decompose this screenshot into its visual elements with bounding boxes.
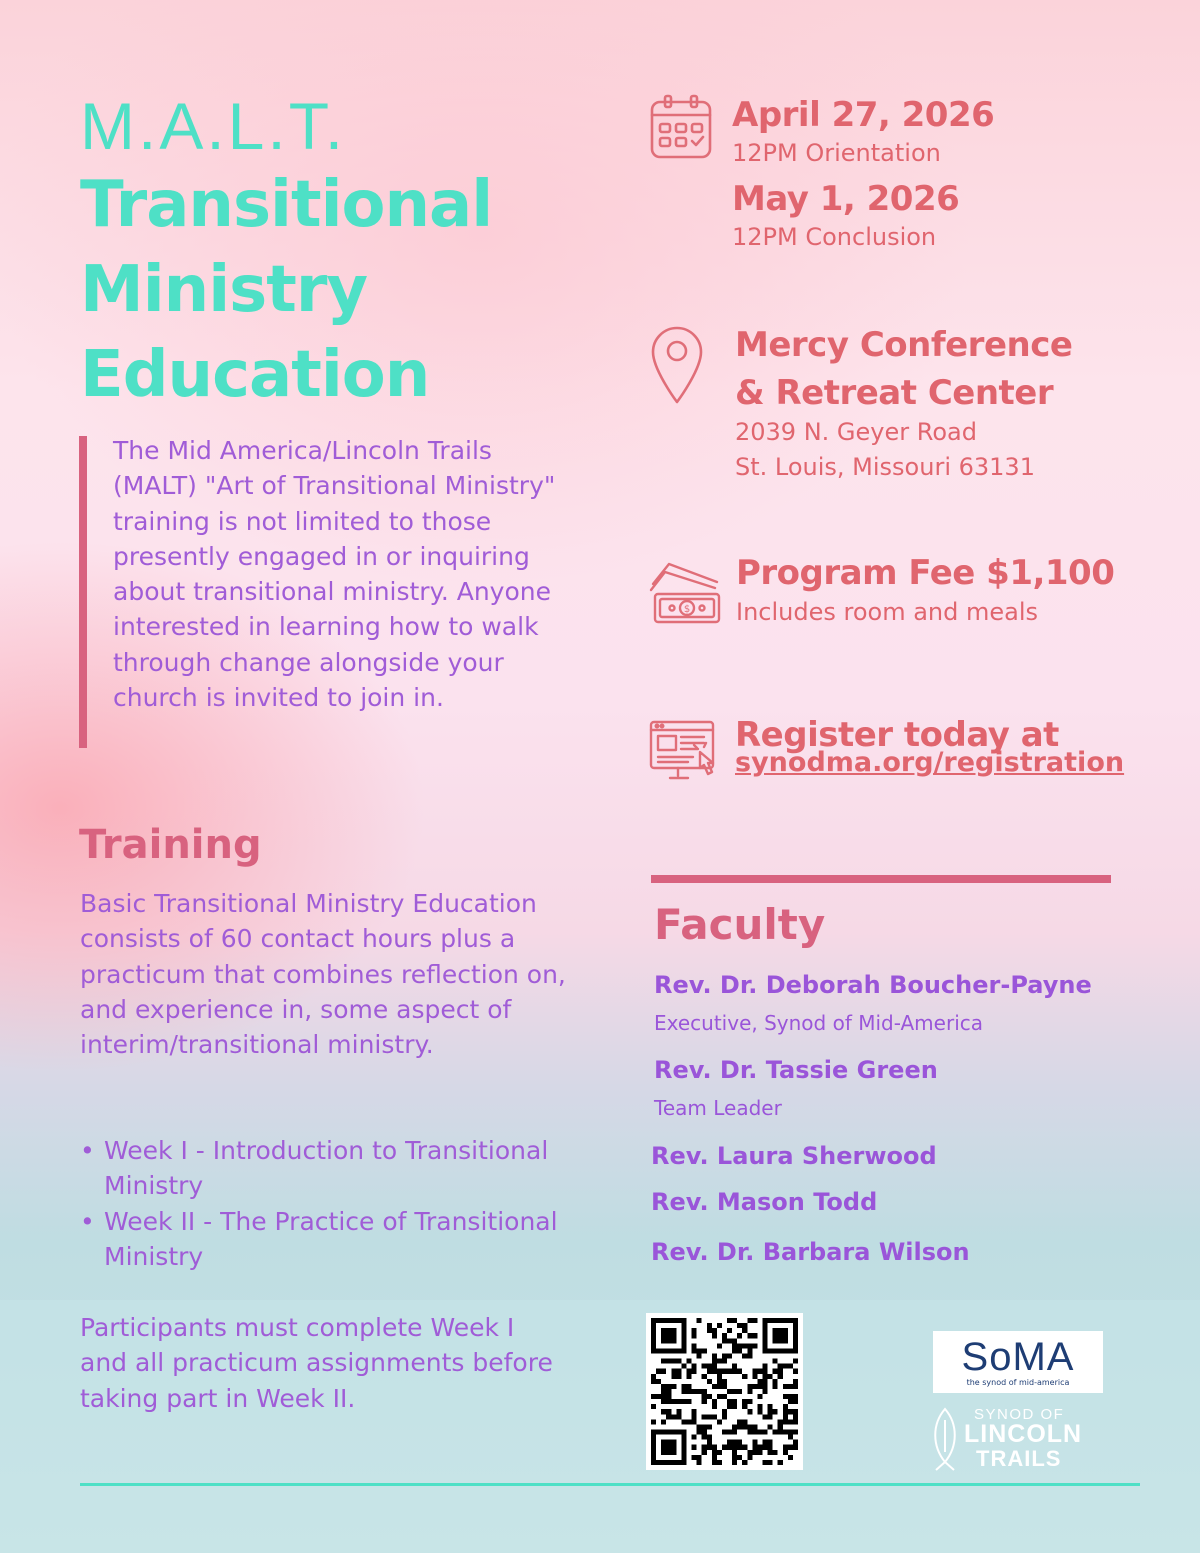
- soma-logo-text: SoMA: [961, 1335, 1075, 1379]
- faculty-member-role: Executive, Synod of Mid-America: [654, 1011, 984, 1035]
- computer-click-icon: [648, 718, 724, 784]
- faculty-member-name: Rev. Dr. Deborah Boucher-Payne: [654, 971, 1092, 999]
- participants-requirement: Participants must complete Week I and all practicum assignments before taking part in Week II.: [80, 1313, 553, 1413]
- faculty-member-name: Rev. Dr. Barbara Wilson: [651, 1238, 970, 1266]
- end-note: 12PM Conclusion: [732, 223, 937, 251]
- training-description: Basic Transitional Ministry Education consists of 60 contact hours plus a practicum that combines reflection on, and experience in, some aspect of interim/transitional ministry.: [80, 889, 566, 1060]
- footer-divider: [80, 1483, 1140, 1486]
- fish-icon: [928, 1406, 962, 1472]
- soma-logo-tagline: the synod of mid-america: [966, 1378, 1070, 1387]
- calendar-icon: [648, 93, 714, 161]
- acronym-title: M.A.L.T.: [80, 89, 347, 163]
- weeks-list: [80, 1133, 560, 1274]
- venue-name-line1: Mercy Conference: [735, 325, 1073, 365]
- fee-note: Includes room and meals: [736, 598, 1039, 626]
- faculty-divider: [651, 875, 1111, 883]
- lincoln-logo-middle: LINCOLN: [964, 1420, 1083, 1448]
- start-note: 12PM Orientation: [732, 139, 941, 167]
- register-label: Register today at: [735, 715, 1059, 755]
- intro-accent-bar: [79, 436, 87, 748]
- program-fee: Program Fee $1,100: [736, 553, 1115, 593]
- faculty-member-name: Rev. Dr. Tassie Green: [654, 1056, 938, 1084]
- faculty-member-role: Team Leader: [654, 1096, 782, 1120]
- training-heading: Training: [79, 822, 262, 868]
- registration-link[interactable]: synodma.org/registration: [735, 747, 1125, 778]
- faculty-heading: Faculty: [654, 900, 826, 949]
- page-title: Transitional Ministry Education: [80, 168, 493, 412]
- list-item: • Week I - Introduction to Transitional Ministry: [80, 1133, 560, 1204]
- intro-text: The Mid America/Lincoln Trails (MALT) "Art of Transitional Ministry" training is not limited to those presently engaged in or inquiring about transitional ministry. Anyone interested in learning how to walk through change alongside your church is invited to join in.: [113, 436, 556, 713]
- faculty-member-name: Rev. Laura Sherwood: [651, 1142, 937, 1170]
- qr-code[interactable]: [646, 1313, 803, 1470]
- money-icon: [647, 560, 723, 626]
- start-date: April 27, 2026: [732, 95, 995, 135]
- soma-logo: [933, 1331, 1103, 1393]
- lincoln-logo-top: SYNOD OF: [974, 1406, 1065, 1423]
- lincoln-trails-logo: [926, 1404, 1116, 1474]
- end-date: May 1, 2026: [732, 179, 960, 219]
- list-item: • Week II - The Practice of Transitional Ministry: [80, 1204, 560, 1275]
- venue-address-line2: St. Louis, Missouri 63131: [735, 453, 1035, 481]
- location-pin-icon: [650, 325, 704, 405]
- faculty-member-name: Rev. Mason Todd: [651, 1188, 878, 1216]
- venue-address-line1: 2039 N. Geyer Road: [735, 418, 977, 446]
- svg-text:$: $: [683, 604, 691, 615]
- lincoln-logo-bottom: TRAILS: [976, 1446, 1062, 1471]
- venue-name-line2: & Retreat Center: [735, 373, 1054, 413]
